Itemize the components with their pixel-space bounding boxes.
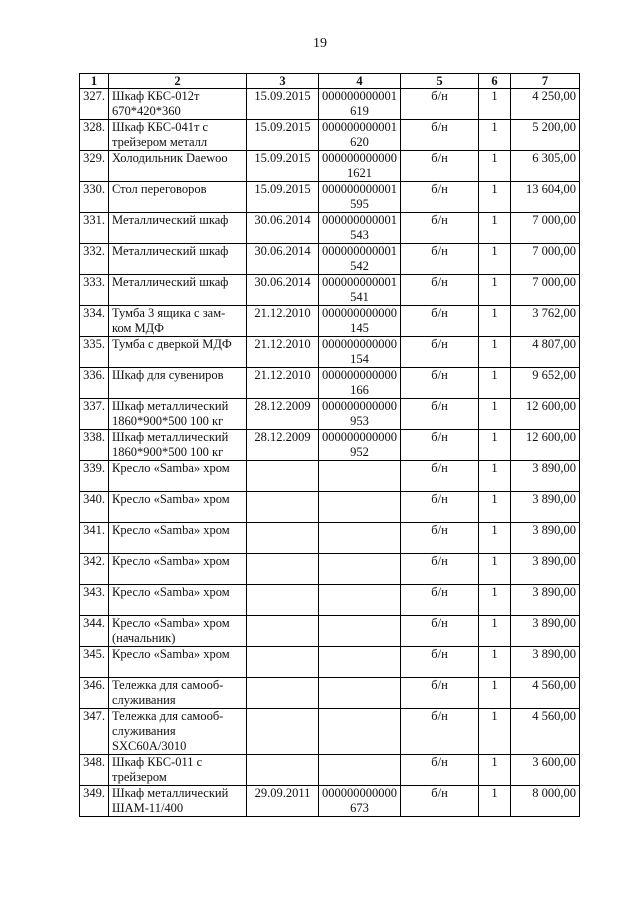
table-row [80, 213, 580, 244]
document-ref: б/н [401, 492, 479, 523]
quantity: 1 [479, 244, 511, 275]
inventory-number [319, 616, 401, 647]
inventory-number: 000000000000952 [319, 430, 401, 461]
quantity: 1 [479, 616, 511, 647]
row-number: 341. [80, 523, 109, 554]
inventory-number [319, 755, 401, 786]
row-number: 346. [80, 678, 109, 709]
amount: 3 890,00 [511, 554, 580, 585]
row-number: 340. [80, 492, 109, 523]
amount: 4 560,00 [511, 709, 580, 755]
acquisition-date: 21.12.2010 [247, 306, 319, 337]
acquisition-date: 29.09.2011 [247, 786, 319, 817]
item-name: Шкаф для сувениров [109, 368, 247, 399]
acquisition-date: 30.06.2014 [247, 213, 319, 244]
quantity: 1 [479, 120, 511, 151]
item-name: Тележка для самооб-служивания SXC60A/3010 [109, 709, 247, 755]
item-name: Стол переговоров [109, 182, 247, 213]
quantity: 1 [479, 337, 511, 368]
amount: 12 600,00 [511, 399, 580, 430]
item-name: Шкаф КБС-041т с трейзером металл [109, 120, 247, 151]
inventory-number: 000000000001619 [319, 89, 401, 120]
document-ref: б/н [401, 430, 479, 461]
amount: 8 000,00 [511, 786, 580, 817]
item-name: Кресло «Samba» хром [109, 647, 247, 678]
table-row [80, 647, 580, 678]
table-row [80, 244, 580, 275]
document-ref: б/н [401, 151, 479, 182]
header-row [80, 74, 580, 89]
amount: 7 000,00 [511, 275, 580, 306]
document-ref: б/н [401, 120, 479, 151]
item-name: Металлический шкаф [109, 275, 247, 306]
acquisition-date [247, 492, 319, 523]
quantity: 1 [479, 492, 511, 523]
acquisition-date [247, 616, 319, 647]
inventory-number [319, 585, 401, 616]
document-ref: б/н [401, 275, 479, 306]
quantity: 1 [479, 430, 511, 461]
table-row [80, 786, 580, 817]
inventory-number [319, 523, 401, 554]
item-name: Металлический шкаф [109, 213, 247, 244]
table-row [80, 151, 580, 182]
document-ref: б/н [401, 678, 479, 709]
inventory-number: 000000000000154 [319, 337, 401, 368]
row-number: 327. [80, 89, 109, 120]
inventory-number: 000000000001543 [319, 213, 401, 244]
row-number: 349. [80, 786, 109, 817]
row-number: 338. [80, 430, 109, 461]
document-ref: б/н [401, 244, 479, 275]
document-ref: б/н [401, 554, 479, 585]
inventory-number [319, 554, 401, 585]
header-col-1: 1 [80, 74, 109, 89]
amount: 3 762,00 [511, 306, 580, 337]
header-col-6: 6 [479, 74, 511, 89]
document-ref: б/н [401, 709, 479, 755]
amount: 6 305,00 [511, 151, 580, 182]
amount: 9 652,00 [511, 368, 580, 399]
inventory-number: 000000000001541 [319, 275, 401, 306]
table-row [80, 399, 580, 430]
header-col-3: 3 [247, 74, 319, 89]
table-row [80, 554, 580, 585]
document-ref: б/н [401, 647, 479, 678]
item-name: Кресло «Samba» хром [109, 523, 247, 554]
document-ref: б/н [401, 461, 479, 492]
table-row [80, 120, 580, 151]
acquisition-date [247, 461, 319, 492]
item-name: Шкаф металлический ШАМ-11/400 [109, 786, 247, 817]
item-name: Кресло «Samba» хром [109, 554, 247, 585]
table-row [80, 306, 580, 337]
quantity: 1 [479, 585, 511, 616]
row-number: 337. [80, 399, 109, 430]
row-number: 330. [80, 182, 109, 213]
inventory-number: 000000000001620 [319, 120, 401, 151]
document-ref: б/н [401, 337, 479, 368]
amount: 7 000,00 [511, 213, 580, 244]
row-number: 345. [80, 647, 109, 678]
quantity: 1 [479, 306, 511, 337]
item-name: Тележка для самооб-служивания [109, 678, 247, 709]
quantity: 1 [479, 678, 511, 709]
quantity: 1 [479, 89, 511, 120]
inventory-number [319, 461, 401, 492]
amount: 4 250,00 [511, 89, 580, 120]
row-number: 332. [80, 244, 109, 275]
amount: 13 604,00 [511, 182, 580, 213]
table-row [80, 616, 580, 647]
acquisition-date: 21.12.2010 [247, 337, 319, 368]
amount: 3 600,00 [511, 755, 580, 786]
inventory-number [319, 709, 401, 755]
acquisition-date: 15.09.2015 [247, 182, 319, 213]
inventory-number: 0000000000001621 [319, 151, 401, 182]
acquisition-date: 28.12.2009 [247, 430, 319, 461]
acquisition-date: 15.09.2015 [247, 89, 319, 120]
quantity: 1 [479, 399, 511, 430]
table-row [80, 368, 580, 399]
table-row [80, 182, 580, 213]
amount: 5 200,00 [511, 120, 580, 151]
table-row [80, 430, 580, 461]
item-name: Шкаф КБС-012т 670*420*360 [109, 89, 247, 120]
amount: 3 890,00 [511, 616, 580, 647]
acquisition-date [247, 585, 319, 616]
row-number: 344. [80, 616, 109, 647]
acquisition-date [247, 554, 319, 585]
row-number: 343. [80, 585, 109, 616]
inventory-number: 000000000000673 [319, 786, 401, 817]
item-name: Кресло «Samba» хром [109, 461, 247, 492]
item-name: Кресло «Samba» хром [109, 585, 247, 616]
header-col-2: 2 [109, 74, 247, 89]
quantity: 1 [479, 461, 511, 492]
row-number: 329. [80, 151, 109, 182]
acquisition-date [247, 647, 319, 678]
document-ref: б/н [401, 213, 479, 244]
inventory-number: 000000000001595 [319, 182, 401, 213]
table-row [80, 89, 580, 120]
amount: 7 000,00 [511, 244, 580, 275]
quantity: 1 [479, 647, 511, 678]
document-ref: б/н [401, 616, 479, 647]
inventory-number [319, 678, 401, 709]
inventory-number [319, 492, 401, 523]
inventory-number: 000000000000953 [319, 399, 401, 430]
quantity: 1 [479, 275, 511, 306]
quantity: 1 [479, 151, 511, 182]
document-ref: б/н [401, 368, 479, 399]
item-name: Кресло «Samba» хром [109, 492, 247, 523]
amount: 3 890,00 [511, 523, 580, 554]
amount: 3 890,00 [511, 461, 580, 492]
document-ref: б/н [401, 399, 479, 430]
row-number: 334. [80, 306, 109, 337]
header-col-4: 4 [319, 74, 401, 89]
quantity: 1 [479, 554, 511, 585]
row-number: 336. [80, 368, 109, 399]
table-row [80, 337, 580, 368]
acquisition-date [247, 523, 319, 554]
row-number: 342. [80, 554, 109, 585]
acquisition-date: 28.12.2009 [247, 399, 319, 430]
row-number: 347. [80, 709, 109, 755]
acquisition-date: 15.09.2015 [247, 151, 319, 182]
row-number: 339. [80, 461, 109, 492]
amount: 3 890,00 [511, 647, 580, 678]
inventory-number [319, 647, 401, 678]
acquisition-date: 15.09.2015 [247, 120, 319, 151]
table-row [80, 275, 580, 306]
table-row [80, 492, 580, 523]
quantity: 1 [479, 182, 511, 213]
document-ref: б/н [401, 306, 479, 337]
amount: 4 807,00 [511, 337, 580, 368]
item-name: Холодильник Daewoo [109, 151, 247, 182]
quantity: 1 [479, 709, 511, 755]
document-ref: б/н [401, 786, 479, 817]
amount: 4 560,00 [511, 678, 580, 709]
row-number: 348. [80, 755, 109, 786]
item-name: Кресло «Samba» хром (начальник) [109, 616, 247, 647]
quantity: 1 [479, 786, 511, 817]
table-row [80, 755, 580, 786]
quantity: 1 [479, 755, 511, 786]
row-number: 335. [80, 337, 109, 368]
item-name: Тумба 3 ящика с зам-ком МДФ [109, 306, 247, 337]
table-row [80, 585, 580, 616]
quantity: 1 [479, 213, 511, 244]
inventory-table [79, 73, 580, 817]
amount: 12 600,00 [511, 430, 580, 461]
quantity: 1 [479, 523, 511, 554]
page-number: 19 [313, 36, 327, 51]
document-ref: б/н [401, 523, 479, 554]
amount: 3 890,00 [511, 492, 580, 523]
item-name: Тумба с дверкой МДФ [109, 337, 247, 368]
document-ref: б/н [401, 585, 479, 616]
inventory-number: 000000000001542 [319, 244, 401, 275]
document-ref: б/н [401, 182, 479, 213]
acquisition-date: 30.06.2014 [247, 275, 319, 306]
amount: 3 890,00 [511, 585, 580, 616]
row-number: 331. [80, 213, 109, 244]
header-col-7: 7 [511, 74, 580, 89]
table-row [80, 709, 580, 755]
acquisition-date [247, 755, 319, 786]
table-row [80, 523, 580, 554]
row-number: 333. [80, 275, 109, 306]
document-ref: б/н [401, 755, 479, 786]
item-name: Шкаф металлический 1860*900*500 100 кг [109, 430, 247, 461]
acquisition-date: 30.06.2014 [247, 244, 319, 275]
inventory-number: 000000000000166 [319, 368, 401, 399]
item-name: Шкаф металлический 1860*900*500 100 кг [109, 399, 247, 430]
table-row [80, 678, 580, 709]
acquisition-date [247, 709, 319, 755]
row-number: 328. [80, 120, 109, 151]
document-ref: б/н [401, 89, 479, 120]
inventory-number: 000000000000145 [319, 306, 401, 337]
table-row [80, 461, 580, 492]
quantity: 1 [479, 368, 511, 399]
item-name: Металлический шкаф [109, 244, 247, 275]
acquisition-date [247, 678, 319, 709]
header-col-5: 5 [401, 74, 479, 89]
acquisition-date: 21.12.2010 [247, 368, 319, 399]
item-name: Шкаф КБС-011 с трейзером [109, 755, 247, 786]
